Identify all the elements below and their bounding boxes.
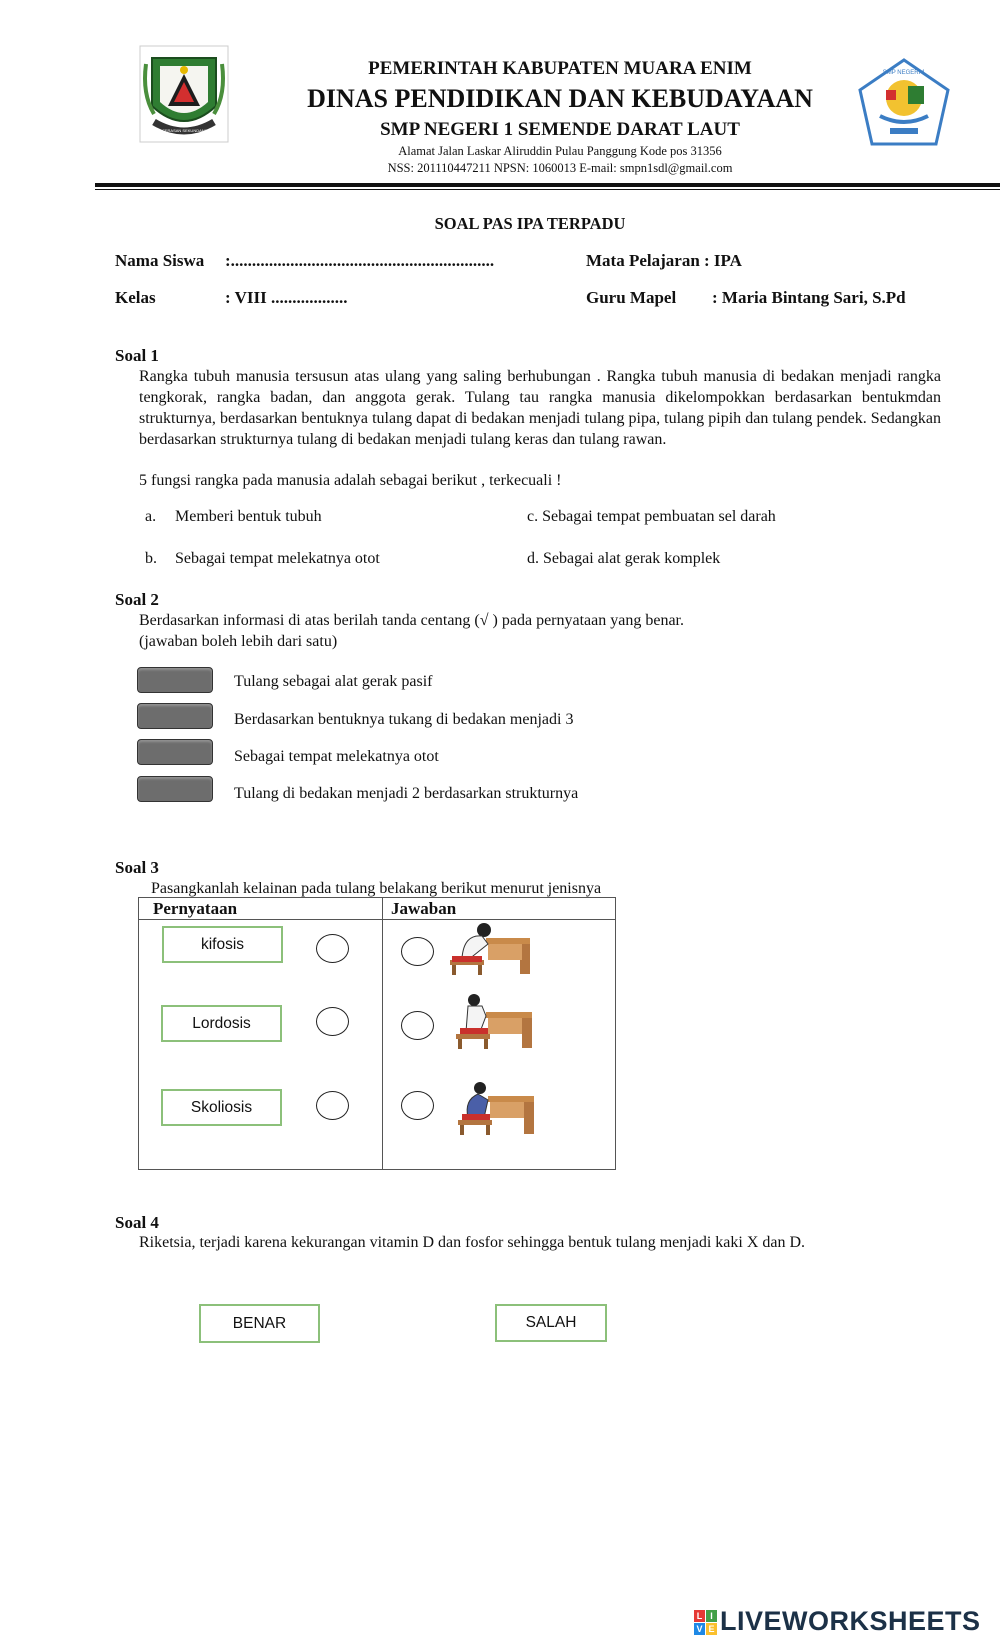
soal1-heading: Soal 1 [115, 346, 159, 365]
kelas-label: Kelas [115, 288, 156, 307]
option-a[interactable]: Memberi bentuk tubuh [175, 508, 322, 525]
salah-button[interactable]: SALAH [495, 1304, 607, 1342]
icon-letter-v: V [694, 1623, 705, 1635]
header-ids: NSS: 201110447211 NPSN: 1060013 E-mail: smpn1sdl@gmail.com [387, 161, 733, 175]
checkbox-1[interactable] [137, 667, 213, 693]
match-dot-right-1[interactable] [401, 937, 434, 966]
match-dot-right-2[interactable] [401, 1011, 434, 1040]
liveworksheets-icon [694, 1610, 718, 1636]
checkbox-4[interactable] [137, 776, 213, 802]
header-rule-thin [95, 189, 1000, 190]
match-dot-left-3[interactable] [316, 1091, 349, 1120]
header-address: Alamat Jalan Laskar Aliruddin Pulau Panggung Kode pos 31356 [398, 144, 722, 158]
soal3-heading: Soal 3 [115, 858, 159, 877]
option-d[interactable]: d. Sebagai alat gerak komplek [527, 550, 721, 567]
table-header-rule [138, 919, 615, 920]
nama-input[interactable]: :.............................................................. [225, 251, 495, 270]
soal4-heading: Soal 4 [115, 1213, 159, 1232]
left-logo-caption: SERASAN SEKUNDANG [162, 128, 208, 133]
label-kifosis[interactable]: kifosis [162, 926, 283, 963]
liveworksheets-logo[interactable]: LIVEWORKSHEETS [720, 1606, 981, 1636]
kelas-input[interactable]: : VIII .................. [225, 288, 348, 307]
col-jawaban: Jawaban [391, 899, 457, 918]
right-logo-caption: SMP NEGERI 1 [882, 70, 926, 76]
soal2-note: (jawaban boleh lebih dari satu) [139, 633, 338, 650]
mapel-label: Mata Pelajaran : IPA [586, 251, 742, 270]
match-dot-left-1[interactable] [316, 934, 349, 963]
guru-value: : Maria Bintang Sari, S.Pd [712, 288, 906, 307]
benar-button[interactable]: BENAR [199, 1304, 320, 1343]
option-a-letter: a. [145, 508, 157, 525]
match-dot-left-2[interactable] [316, 1007, 349, 1036]
icon-letter-l: L [694, 1610, 705, 1622]
header-government: PEMERINTAH KABUPATEN MUARA ENIM [368, 58, 752, 79]
soal2-heading: Soal 2 [115, 590, 159, 609]
statement-3: Sebagai tempat melekatnya otot [234, 748, 439, 765]
soal2-instruction: Berdasarkan informasi di atas berilah tanda centang (√ ) pada pernyataan yang benar. [139, 612, 684, 629]
option-b[interactable]: Sebagai tempat melekatnya otot [175, 550, 380, 567]
soal3-instruction: Pasangkanlah kelainan pada tulang belakang berikut menurut jenisnya [151, 880, 602, 897]
table-divider-vertical [382, 897, 383, 1169]
guru-label: Guru Mapel [586, 288, 677, 307]
option-c[interactable]: c. Sebagai tempat pembuatan sel darah [527, 508, 776, 525]
label-skoliosis[interactable]: Skoliosis [161, 1089, 282, 1126]
header-rule-thick [95, 183, 1000, 187]
col-pernyataan: Pernyataan [153, 899, 238, 918]
page-title: SOAL PAS IPA TERPADU [434, 214, 626, 233]
header-department: DINAS PENDIDIKAN DAN KEBUDAYAAN [307, 84, 813, 113]
icon-letter-e: E [706, 1623, 717, 1635]
soal4-text: Riketsia, terjadi karena kekurangan vitamin D dan fosfor sehingga bentuk tulang menjadi kaki X dan D. [139, 1234, 806, 1251]
soal1-question: 5 fungsi rangka pada manusia adalah sebagai berikut , terkecuali ! [139, 472, 562, 489]
icon-letter-i: I [706, 1610, 717, 1622]
nama-label: Nama Siswa [115, 251, 205, 270]
statement-1: Tulang sebagai alat gerak pasif [234, 673, 433, 690]
label-lordosis[interactable]: Lordosis [161, 1005, 282, 1042]
header-school: SMP NEGERI 1 SEMENDE DARAT LAUT [380, 119, 740, 140]
checkbox-2[interactable] [137, 703, 213, 729]
option-b-letter: b. [145, 550, 157, 567]
soal1-text: Rangka tubuh manusia tersusun atas ulang yang saling berhubungan . Rangka tubuh manusia di bedakan menjadi rangka tengkorak, rangka badan, dan anggota gerak. Tulang tau rangka manusia dikelompokkan berdasarkan bentukmdan strukturnya, berdasarkan bentuknya tulang dapat di bedakan menjadi tulang pipa, tulang pipih dan tulang pendek. Sedangkan berdasarkan strukturnya tulang di bedakan menjadi tulang keras dan tulang rawan. [139, 368, 941, 448]
statement-4: Tulang di bedakan menjadi 2 berdasarkan strukturnya [234, 785, 579, 802]
lordosis-posture-image [456, 994, 536, 1050]
kyphosis-posture-image [448, 920, 534, 976]
match-dot-right-3[interactable] [401, 1091, 434, 1120]
checkbox-3[interactable] [137, 739, 213, 765]
scoliosis-posture-image [458, 1080, 538, 1136]
statement-2: Berdasarkan bentuknya tukang di bedakan menjadi 3 [234, 711, 574, 728]
